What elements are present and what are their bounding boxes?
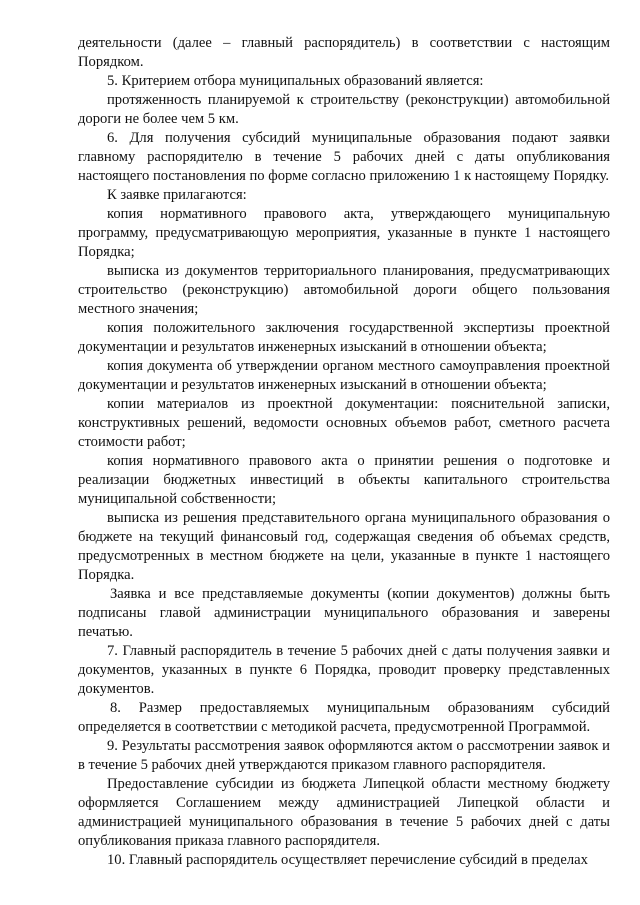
paragraph-signature-requirement: Заявка и все представляемые документы (копии документов) должны быть подписаны главой администрации муниципального образования и заверены печатью. xyxy=(78,586,610,640)
paragraph-item-8: 8. Размер предоставляемых муниципальным образованиям субсидий определяется в соответствии с методикой расчета, предусмотренной Программой. xyxy=(78,700,610,735)
paragraph-attachment-2: выписка из документов территориального планирования, предусматривающих строительство (реконструкцию) автомобильной дороги общего пользования местного значения; xyxy=(78,263,610,317)
paragraph-criterion: протяженность планируемой к строительству (реконструкции) автомобильной дороги не более чем 5 км. xyxy=(78,92,610,127)
paragraph-attachment-6: копия нормативного правового акта о принятии решения о подготовке и реализации бюджетных инвестиций в объекты капитального строительства муниципальной собственности; xyxy=(78,453,610,507)
paragraph-attachment-3: копия положительного заключения государственной экспертизы проектной документации и результатов инженерных изысканий в отношении объекта; xyxy=(78,320,610,355)
paragraph-item-7: 7. Главный распорядитель в течение 5 рабочих дней с даты получения заявки и документов, указанных в пункте 6 Порядка, проводит проверку представленных документов. xyxy=(78,643,610,697)
paragraph-attachment-5: копии материалов из проектной документации: пояснительной записки, конструктивных решений, ведомости основных объемов работ, сметного расчета стоимости работ; xyxy=(78,396,610,450)
paragraph-attachment-4: копия документа об утверждении органом местного самоуправления проектной документации и результатов инженерных изысканий в отношении объекта; xyxy=(78,358,610,393)
paragraph-item-10: 10. Главный распорядитель осуществляет перечисление субсидий в пределах xyxy=(107,852,588,868)
paragraph-item-6: 6. Для получения субсидий муниципальные образования подают заявки главному распорядителю в течение 5 рабочих дней с даты опубликования настоящего постановления по форме согласно приложению 1 к настоящему Порядку. xyxy=(78,130,610,184)
paragraph-attachment-1: копия нормативного правового акта, утверждающего муниципальную программу, предусматривающую мероприятия, указанные в пункте 1 настоящего Порядка; xyxy=(78,206,610,260)
paragraph-agreement: Предоставление субсидии из бюджета Липецкой области местному бюджету оформляется Соглашением между администрацией Липецкой области и администрацией муниципального образования в течение 5 рабочих дней с даты опубликования приказа главного распорядителя. xyxy=(78,776,610,849)
paragraph-attachments-heading: К заявке прилагаются: xyxy=(107,187,247,203)
paragraph-item-9: 9. Результаты рассмотрения заявок оформляются актом о рассмотрении заявок и в течение 5 рабочих дней утверждаются приказом главного распорядителя. xyxy=(78,738,610,773)
paragraph-attachment-7: выписка из решения представительного органа муниципального образования о бюджете на текущий финансовый год, содержащая сведения об объемах средств, предусмотренных в местном бюджете на цели, указанные в пункте 1 настоящего Порядка. xyxy=(78,510,610,583)
paragraph-continuation: деятельности (далее – главный распорядитель) в соответствии с настоящим Порядком. xyxy=(78,35,610,70)
paragraph-item-5: 5. Критерием отбора муниципальных образований является: xyxy=(107,73,484,89)
